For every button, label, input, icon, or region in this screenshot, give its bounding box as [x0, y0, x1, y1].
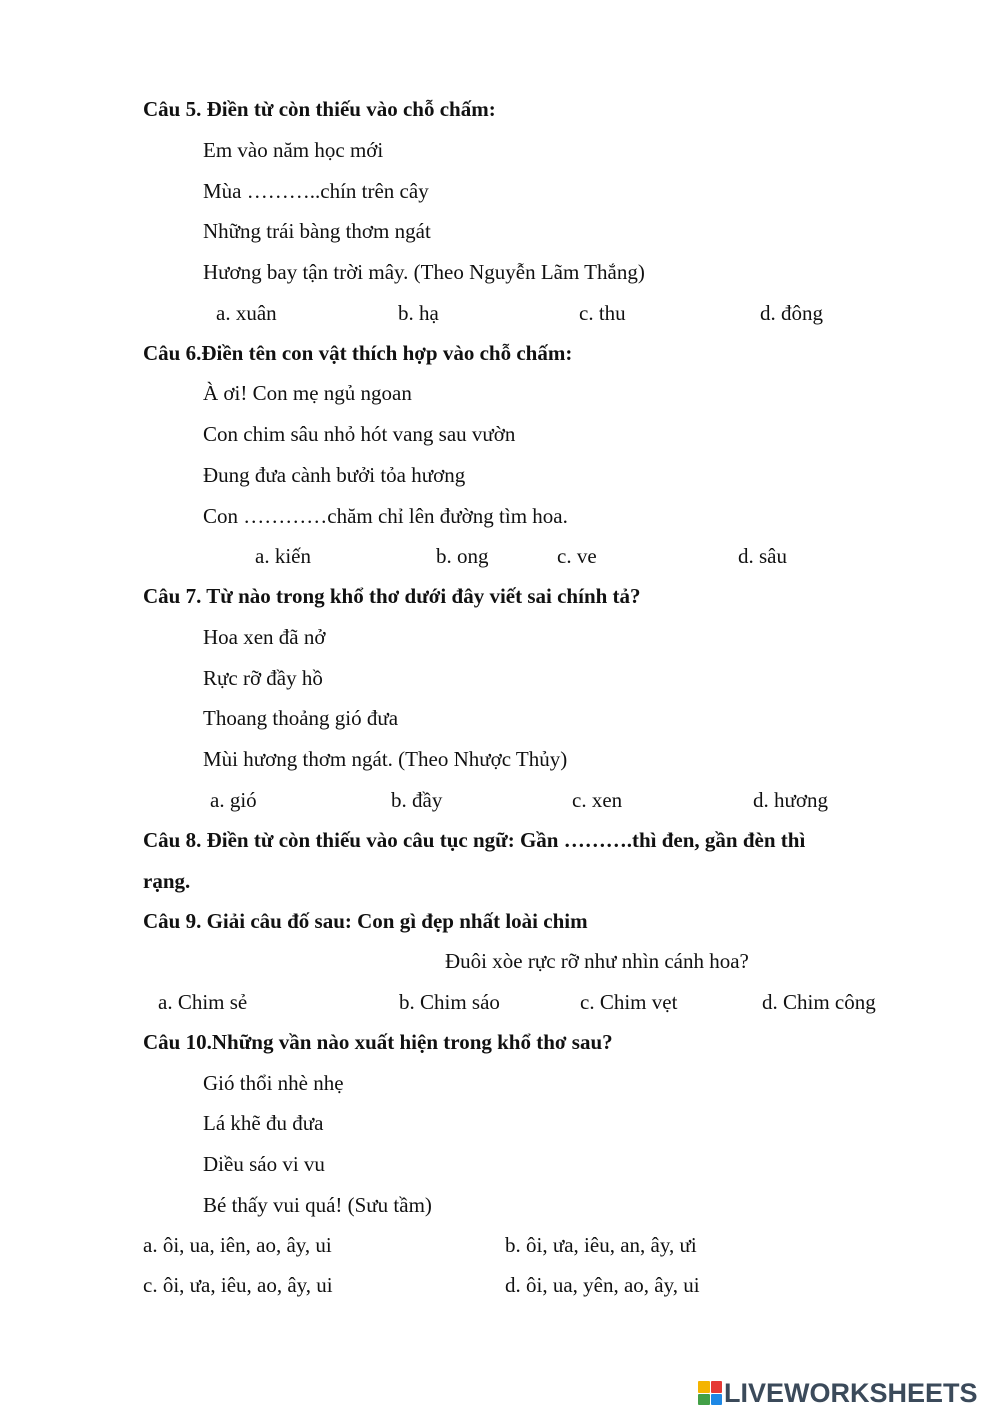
question-7-poem-line: Mùi hương thơm ngát. (Theo Nhược Thủy): [203, 747, 568, 771]
question-6-option-c[interactable]: c. ve: [557, 544, 597, 568]
question-8-title: Câu 8. Điền từ còn thiếu vào câu tục ngữ: Gần ……….thì đen, gần đèn thì: [143, 828, 806, 852]
liveworksheets-logo: [698, 1377, 978, 1408]
question-10-title: Câu 10.Những vần nào xuất hiện trong khổ thơ sau?: [143, 1030, 613, 1054]
question-5-option-b[interactable]: b. hạ: [398, 301, 439, 325]
question-7-option-d[interactable]: d. hương: [753, 788, 828, 812]
question-9-option-c[interactable]: c. Chim vẹt: [580, 990, 678, 1014]
question-9-option-b[interactable]: b. Chim sáo: [399, 990, 500, 1014]
question-10-poem-line: Diều sáo vi vu: [203, 1152, 325, 1176]
question-9-option-d[interactable]: d. Chim công: [762, 990, 876, 1014]
question-5-option-a[interactable]: a. xuân: [216, 301, 277, 325]
question-10-option-d[interactable]: d. ôi, ua, yên, ao, ây, ui: [505, 1273, 700, 1297]
question-7-option-c[interactable]: c. xen: [572, 788, 623, 812]
question-10-option-c[interactable]: c. ôi, ưa, iêu, ao, ây, ui: [143, 1273, 333, 1297]
question-7-option-b[interactable]: b. đầy: [391, 788, 443, 812]
question-7-title: Câu 7. Từ nào trong khổ thơ dưới đây viết sai chính tả?: [143, 584, 641, 608]
question-5-option-d[interactable]: d. đông: [760, 301, 823, 325]
liveworksheets-logo-icon: [698, 1381, 722, 1405]
question-7-poem-line: Hoa xen đã nở: [203, 625, 326, 649]
question-7-option-a[interactable]: a. gió: [210, 788, 257, 812]
question-6-poem-line: À ơi! Con mẹ ngủ ngoan: [203, 381, 412, 405]
logo-square-yellow: [698, 1381, 710, 1393]
question-7-poem-line: Thoang thoảng gió đưa: [203, 706, 399, 730]
question-8-title-continued: rạng.: [143, 869, 191, 893]
question-6-poem-line: Con chim sâu nhỏ hót vang sau vườn: [203, 422, 516, 446]
logo-square-green: [698, 1394, 710, 1406]
question-6-poem-line: Con …………chăm chỉ lên đường tìm hoa.: [203, 504, 568, 528]
liveworksheets-logo-text: LIVEWORKSHEETS: [724, 1377, 978, 1408]
question-5-poem-line: Mùa ………..chín trên cây: [203, 179, 429, 203]
question-5-poem-line: Những trái bàng thơm ngát: [203, 219, 431, 243]
question-10-poem-line: Gió thổi nhè nhẹ: [203, 1071, 344, 1095]
question-6-title: Câu 6.Điền tên con vật thích hợp vào chỗ chấm:: [143, 341, 573, 365]
question-6-poem-line: Đung đưa cành bưởi tỏa hương: [203, 463, 466, 487]
question-9-title: Câu 9. Giải câu đố sau: Con gì đẹp nhất loài chim: [143, 909, 588, 933]
question-5-poem-line: Em vào năm học mới: [203, 138, 384, 162]
question-5-poem-line: Hương bay tận trời mây. (Theo Nguyễn Lãm Thắng): [203, 260, 645, 284]
question-6-option-b[interactable]: b. ong: [436, 544, 489, 568]
question-10-option-a[interactable]: a. ôi, ua, iên, ao, ây, ui: [143, 1233, 332, 1257]
question-9-option-a[interactable]: a. Chim sẻ: [158, 990, 248, 1014]
question-7-poem-line: Rực rỡ đầy hồ: [203, 666, 323, 690]
question-10-option-b[interactable]: b. ôi, ưa, iêu, an, ây, ưi: [505, 1233, 697, 1257]
question-9-riddle-line: Đuôi xòe rực rỡ như nhìn cánh hoa?: [445, 949, 749, 973]
question-6-option-a[interactable]: a. kiến: [255, 544, 311, 568]
question-5-option-c[interactable]: c. thu: [579, 301, 626, 325]
logo-square-red: [711, 1381, 723, 1393]
question-6-option-d[interactable]: d. sâu: [738, 544, 787, 568]
question-10-poem-line: Lá khẽ đu đưa: [203, 1111, 324, 1135]
logo-square-blue: [711, 1394, 723, 1406]
question-5-title: Câu 5. Điền từ còn thiếu vào chỗ chấm:: [143, 97, 496, 121]
question-10-poem-line: Bé thấy vui quá! (Sưu tầm): [203, 1193, 432, 1217]
